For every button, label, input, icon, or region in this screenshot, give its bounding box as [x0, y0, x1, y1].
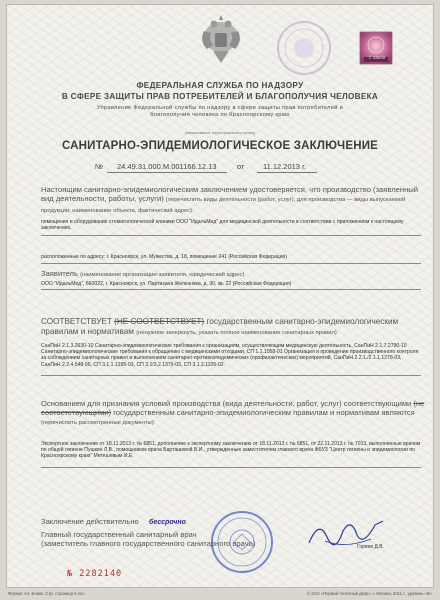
grounds-statement	[41, 399, 431, 429]
divider	[41, 235, 421, 236]
compliance-note: (ненужное зачеркнуть, указать полное наименование санитарных правил)	[136, 330, 337, 336]
certifies-note: (перечислить виды деятельности (работ, услуг), для производства — виды выпускаемой продукции; наименование объекта, фактический адрес):	[41, 197, 406, 215]
footer-left: Формат А4. Бланк. Стр. страница 5 пос.	[8, 591, 86, 596]
grounds-note: (перечислить рассмотренные документы):	[41, 420, 156, 427]
authority-note: (наименование территориального органа)	[184, 131, 256, 135]
applicant-note: (наименование организации-заявителя, юридический адрес)	[80, 272, 245, 278]
number-label: №	[95, 162, 104, 171]
divider	[41, 375, 421, 376]
document-date: 11.12.2013 г.	[263, 162, 306, 171]
department-name: Управление Федеральной службы по надзору в сфере защиты прав потребителей и благополучия человека по Красноярскому краю	[96, 105, 344, 118]
certifies-value: помещения и оборудование стоматологической клиники ООО "ИдальМед" для медицинской деятельности в соответствии с приложением к настоящему заключению.	[41, 219, 404, 232]
serial-number: № 2282140	[67, 569, 123, 579]
official-seal-icon	[275, 19, 333, 77]
grounds-value: Экспертное заключение от 18.11.2013 г. № 6851, дополнение к экспертному заключению от 18.11.2013 г. № 6851, от 22.11.2013 г. № 7013, выполненные врачом по общей гигиене Пушкин Л.В., помощником врача Барташевой В.И., утвержденные заместителем главного врача ФБУЗ "Центр гигиены и эпидемиологии по Красноярскому краю" Метешевым И.Е.	[41, 441, 421, 460]
grounds-text-c: государственным санитарно-эпидемиологическим правилам и нормативам являются	[113, 408, 415, 418]
certifies-text: Настоящим санитарно-эпидемиологическим заключением удостоверяется, что производство (заявленный вид деятельности, работы, услуги)	[41, 185, 418, 204]
applicant-label: Заявитель	[41, 269, 78, 278]
signatory-line1: Главный государственный санитарный врач	[41, 530, 197, 539]
compliance-rules: СанПиН 2.1.3.2630-10 Санитарно-эпидемиологические требования к организациям, осуществляющим медицинскую деятельность, СанПиН 2.1.7.2790-10 Санитарно-эпидемиологические требования к обращению с медицинскими отходами, СП 1.1.1058-01 Организация и проведение производственного контроля за соблюдением санитарных правил и выполнением санитарно-противоэпидемических (профилактических) мероприятий, СанПиН 2.2.1./2.1.1.1278-03, СанПиН 2.2.4.548-96, СП 3.1.1.1295-03, СП 3.1/3.2.1379-03, СП 3.1.2.1105-02.	[41, 343, 419, 368]
grounds-text-a: Основанием для признания условий производства (вида деятельности, работ, услуг) соответствующими	[41, 399, 412, 408]
applicant-heading	[41, 269, 431, 280]
footer-right: © ЗАО «Первый печатный двор», г. Москва, 2011 г., уровень «В»	[306, 591, 432, 596]
document-number: 24.49.31.000.М.001166.12.13	[117, 162, 217, 171]
signatory-title	[41, 530, 341, 548]
date-label: от	[237, 162, 245, 171]
certifies-statement	[41, 185, 431, 217]
grounds-text-struck: (не соответствующими)	[41, 399, 425, 418]
number-underline	[107, 172, 227, 173]
signatory-name: Горяев Д.В.	[357, 544, 384, 550]
agency-title-line2: В СФЕРЕ ЗАЩИТЫ ПРАВ ПОТРЕБИТЕЛЕЙ И БЛАГОПОЛУЧИЯ ЧЕЛОВЕКА	[61, 92, 379, 101]
validity-value: бессрочно	[149, 519, 186, 526]
validity-label: Заключение действительно	[41, 517, 139, 526]
hologram-code: C 228210	[368, 57, 386, 61]
date-underline	[257, 172, 317, 173]
coat-of-arms-icon	[199, 11, 243, 67]
applicant-value: ООО "ИдальМед", 660022, г. Красноярск, ул. Партизана Железняка, д. 30, кв. 22 (Российская Федерация)	[41, 281, 292, 287]
round-stamp-icon	[209, 509, 275, 575]
compliance-statement	[41, 317, 431, 338]
address-value: расположенные по адресу: г. Красноярск, ул. Мужества, д. 18, помещение 241 (Российская Федерация)	[41, 254, 288, 260]
certificate-sheet	[6, 4, 434, 588]
compliance-rest: государственным санитарно-эпидемиологическим правилам и нормативам	[41, 317, 399, 336]
signatory-line2: (заместитель главного государственного санитарного врача)	[41, 539, 256, 549]
compliance-word: СООТВЕТСТВУЕТ	[41, 317, 112, 326]
divider	[41, 289, 421, 290]
document-title: САНИТАРНО-ЭПИДЕМИОЛОГИЧЕСКОЕ ЗАКЛЮЧЕНИЕ	[61, 140, 379, 152]
agency-title-line1: ФЕДЕРАЛЬНАЯ СЛУЖБА ПО НАДЗОРУ	[136, 81, 304, 90]
divider	[41, 263, 421, 264]
divider	[41, 467, 421, 468]
compliance-word-struck: (НЕ СООТВЕТСТВУЕТ)	[114, 317, 205, 326]
